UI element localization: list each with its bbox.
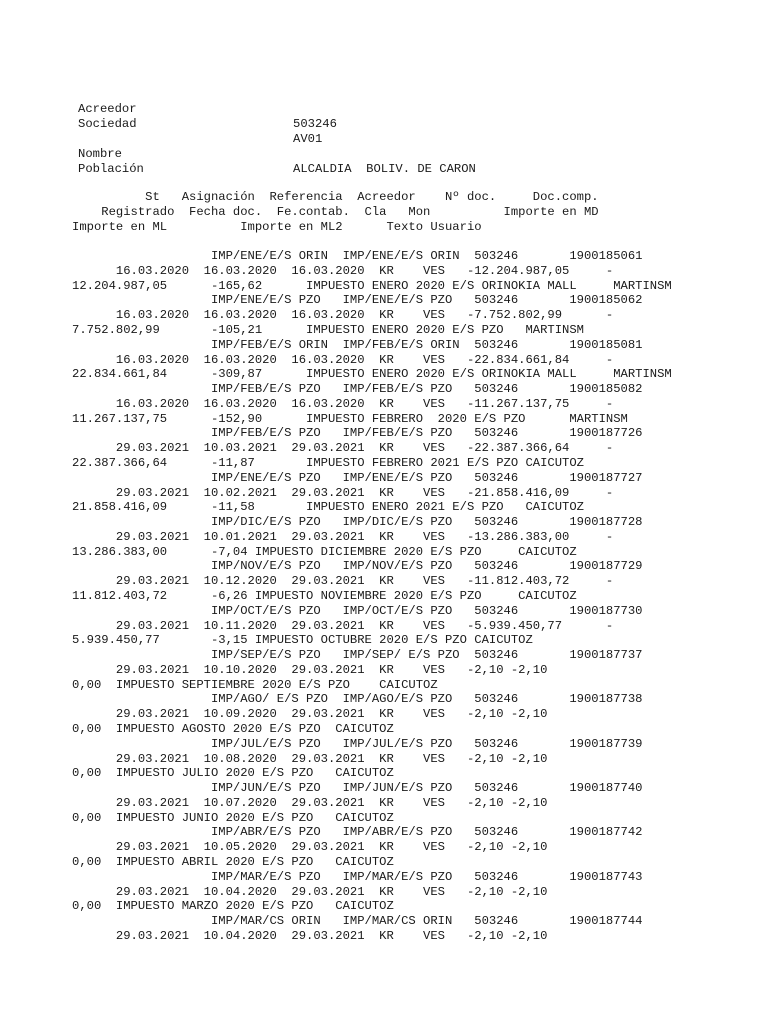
column-header-line-2: Registrado Fecha doc. Fe.contab. Cla Mon Importe en MD [72,205,599,219]
record-line: 16.03.2020 16.03.2020 16.03.2020 KR VES -22.834.661,84 - [72,352,614,367]
record-line: 0,00 IMPUESTO AGOSTO 2020 E/S PZO CAICUTOZ [72,722,394,736]
record-line: 21.858.416,09 -11,58 IMPUESTO ENERO 2021 E/S PZO CAICUTOZ [72,500,584,515]
record-line: 29.03.2021 10.08.2020 29.03.2021 KR VES -2,10 -2,10 [72,751,548,766]
poblacion-label: Población [78,162,144,176]
record-line: 12.204.987,05 -165,62 IMPUESTO ENERO 2020 E/S ORINOKIA MALL MARTINSM [72,278,672,293]
record-line: 29.03.2021 10.04.2020 29.03.2021 KR VES -2,10 -2,10 [72,928,548,943]
record-line: 7.752.802,99 -105,21 IMPUESTO ENERO 2020 E/S PZO MARTINSM [72,322,584,337]
record-line: 29.03.2021 10.07.2020 29.03.2021 KR VES -2,10 -2,10 [72,795,548,810]
record-line: IMP/ENE/E/S ORIN IMP/ENE/E/S ORIN 503246 1900185061 [72,249,643,263]
record-line: IMP/SEP/E/S PZO IMP/SEP/ E/S PZO 503246 1900187737 [72,648,643,663]
record-line: IMP/FEB/E/S PZO IMP/FEB/E/S PZO 503246 1900185082 [72,382,643,396]
record-line: 29.03.2021 10.11.2020 29.03.2021 KR VES -5.939.450,77 - [72,618,614,633]
record-line: 29.03.2021 10.12.2020 29.03.2021 KR VES -11.812.403,72 - [72,574,614,589]
acreedor-label: Acreedor [78,102,137,116]
record-line: 11.267.137,75 -152,90 IMPUESTO FEBRERO 2020 E/S PZO MARTINSM [72,411,628,426]
record-line: 0,00 IMPUESTO SEPTIEMBRE 2020 E/S PZO CAICUTOZ [72,677,438,692]
record-line: IMP/FEB/E/S ORIN IMP/FEB/E/S ORIN 503246 1900185081 [72,337,643,352]
poblacion-row [72,147,144,192]
record-line: IMP/OCT/E/S PZO IMP/OCT/E/S PZO 503246 1900187730 [72,603,643,618]
nombre-label: Nombre [78,147,122,161]
column-header-line-3: Importe en ML Importe en ML2 Texto Usuario [72,220,482,234]
record-line: 0,00 IMPUESTO MARZO 2020 E/S PZO CAICUTOZ [72,899,394,914]
record-line: 29.03.2021 10.02.2021 29.03.2021 KR VES -21.858.416,09 - [72,485,614,500]
record-line: IMP/DIC/E/S PZO IMP/DIC/E/S PZO 503246 1900187728 [72,515,643,529]
record-line: IMP/AGO/ E/S PZO IMP/AGO/E/S PZO 503246 1900187738 [72,692,643,707]
record-line: 29.03.2021 10.05.2020 29.03.2021 KR VES -2,10 -2,10 [72,840,548,855]
record-line: 5.939.450,77 -3,15 IMPUESTO OCTUBRE 2020 E/S PZO CAICUTOZ [72,633,533,648]
record-line: IMP/ABR/E/S PZO IMP/ABR/E/S PZO 503246 1900187742 [72,825,643,840]
record-line: 16.03.2020 16.03.2020 16.03.2020 KR VES -11.267.137,75 - [72,396,614,411]
record-line: IMP/ENE/E/S PZO IMP/ENE/E/S PZO 503246 1900187727 [72,470,643,485]
record-line: 11.812.403,72 -6,26 IMPUESTO NOVIEMBRE 2020 E/S PZO CAICUTOZ [72,588,577,603]
record-line: 29.03.2021 10.04.2020 29.03.2021 KR VES -2,10 -2,10 [72,884,548,899]
record-line: IMP/MAR/E/S PZO IMP/MAR/E/S PZO 503246 1900187743 [72,869,643,884]
record-line: 29.03.2021 10.09.2020 29.03.2021 KR VES -2,10 -2,10 [72,707,548,722]
record-line: 22.387.366,64 -11,87 IMPUESTO FEBRERO 2021 E/S PZO CAICUTOZ [72,455,584,470]
acreedor-value: 503246 [293,117,337,131]
record-line: 0,00 IMPUESTO JULIO 2020 E/S PZO CAICUTOZ [72,766,394,781]
record-line: 16.03.2020 16.03.2020 16.03.2020 KR VES -7.752.802,99 - [72,308,614,323]
record-line: 29.03.2021 10.10.2020 29.03.2021 KR VES -2,10 -2,10 [72,662,548,677]
record-line: 29.03.2021 10.03.2021 29.03.2021 KR VES -22.387.366,64 - [72,441,614,456]
record-line: IMP/MAR/CS ORIN IMP/MAR/CS ORIN 503246 1900187744 [72,914,643,929]
record-line: IMP/FEB/E/S PZO IMP/FEB/E/S PZO 503246 1900187726 [72,426,643,441]
record-line: IMP/NOV/E/S PZO IMP/NOV/E/S PZO 503246 1900187729 [72,559,643,574]
record-line: 0,00 IMPUESTO ABRIL 2020 E/S PZO CAICUTOZ [72,855,394,869]
record-line: 16.03.2020 16.03.2020 16.03.2020 KR VES -12.204.987,05 - [72,263,614,278]
record-line: 22.834.661,84 -309,87 IMPUESTO ENERO 2020 E/S ORINOKIA MALL MARTINSM [72,367,672,382]
record-line: IMP/ENE/E/S PZO IMP/ENE/E/S PZO 503246 1900185062 [72,293,643,308]
sociedad-label: Sociedad [78,117,137,131]
column-header-line-1: St Asignación Referencia Acreedor Nº doc. Doc.comp. [72,190,599,204]
record-line: 29.03.2021 10.01.2021 29.03.2021 KR VES -13.286.383,00 - [72,529,614,544]
nombre-value: ALCALDIA BOLIV. DE CARON [293,162,476,176]
record-line: IMP/JUL/E/S PZO IMP/JUL/E/S PZO 503246 1900187739 [72,736,643,751]
record-line: 0,00 IMPUESTO JUNIO 2020 E/S PZO CAICUTOZ [72,810,394,825]
record-line: IMP/JUN/E/S PZO IMP/JUN/E/S PZO 503246 1900187740 [72,781,643,796]
sociedad-value: AV01 [293,132,323,146]
record-line: 13.286.383,00 -7,04 IMPUESTO DICIEMBRE 2020 E/S PZO CAICUTOZ [72,544,577,559]
